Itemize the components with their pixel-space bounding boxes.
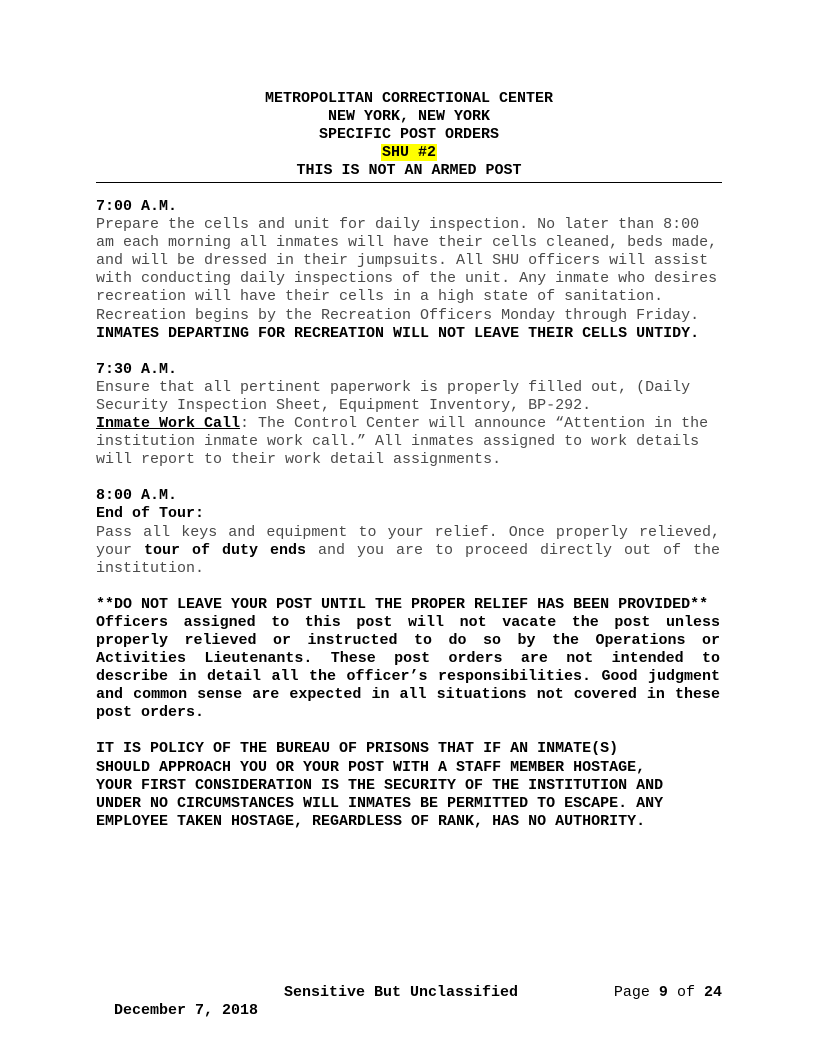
- time-heading: 7:30 A.M.: [96, 360, 178, 378]
- page-footer: [96, 984, 722, 1056]
- document-type: SPECIFIC POST ORDERS: [318, 126, 500, 143]
- relief-warning: **DO NOT LEAVE YOUR POST UNTIL THE PROPER RELIEF HAS BEEN PROVIDED**: [96, 595, 709, 613]
- relief-text: Officers assigned to this post will not vacate the post unless properly relieved or instructed to do so by the Operations or Activities Lieutenants. These post orders are not intended to describe in detail all the officer’s responsibilities. Good judgment and common sense are expected in all situations not covered in these post orders.: [96, 613, 720, 722]
- section-0730: [96, 361, 720, 470]
- section-0800: [96, 487, 720, 577]
- work-call-text: : The Control Center will announce “Attention in the institution inmate work call.” All inmates assigned to work details will report to their work detail assignments.: [96, 415, 709, 469]
- paperwork-text: Ensure that all pertinent paperwork is properly filled out, (Daily Security Inspection Sheet, Equipment Inventory, BP-292.: [96, 378, 691, 414]
- section-0700: [96, 198, 720, 343]
- end-of-tour-text: Pass all keys and equipment to your relief. Once properly relieved, your tour of duty ends and you are to proceed directly out of the institution.: [96, 523, 720, 577]
- document-header: [96, 90, 722, 180]
- header-divider: [96, 182, 722, 183]
- relief-section: [96, 596, 720, 723]
- work-call-label: Inmate Work Call: [96, 415, 241, 433]
- page-number: Page 9 of 24: [613, 984, 722, 1001]
- armed-post-notice: THIS IS NOT AN ARMED POST: [296, 162, 522, 179]
- tour-of-duty-ends: tour of duty ends: [144, 541, 306, 559]
- recreation-warning: INMATES DEPARTING FOR RECREATION WILL NOT LEAVE THEIR CELLS UNTIDY.: [96, 324, 700, 342]
- post-orders-body: [96, 198, 720, 849]
- hostage-policy: IT IS POLICY OF THE BUREAU OF PRISONS THAT IF AN INMATE(S) SHOULD APPROACH YOU OR YOUR POST WITH A STAFF MEMBER HOSTAGE, YOUR FIRST CONSIDERATION IS THE SECURITY OF THE INSTITUTION AND UNDER NO CIRCUMSTANCES WILL INMATES BE PERMITTED TO ESCAPE. ANY EMPLOYEE TAKEN HOSTAGE, REGARDLESS OF RANK, HAS NO AUTHORITY.: [96, 740, 664, 830]
- footer-classification: Sensitive But Unclassified: [284, 984, 519, 1001]
- time-heading: 7:00 A.M.: [96, 198, 178, 215]
- institution-name: METROPOLITAN CORRECTIONAL CENTER: [264, 90, 554, 107]
- footer-date: December 7, 2018: [114, 1002, 259, 1019]
- location: NEW YORK, NEW YORK: [327, 108, 491, 125]
- end-of-tour-heading: End of Tour:: [96, 505, 205, 523]
- time-heading: 8:00 A.M.: [96, 487, 178, 505]
- post-name-highlight: SHU #2: [381, 144, 436, 161]
- section-text: Prepare the cells and unit for daily inspection. No later than 8:00 am each morning all inmates will have their cells cleaned, beds made, and will be dressed in their jumpsuits. All SHU officers will assist with conducting daily inspections of the unit. Any inmate who desires recreation will have their cells in a high state of sanitation. Recreation begins by the Recreation Officers Monday through Friday.: [96, 216, 718, 324]
